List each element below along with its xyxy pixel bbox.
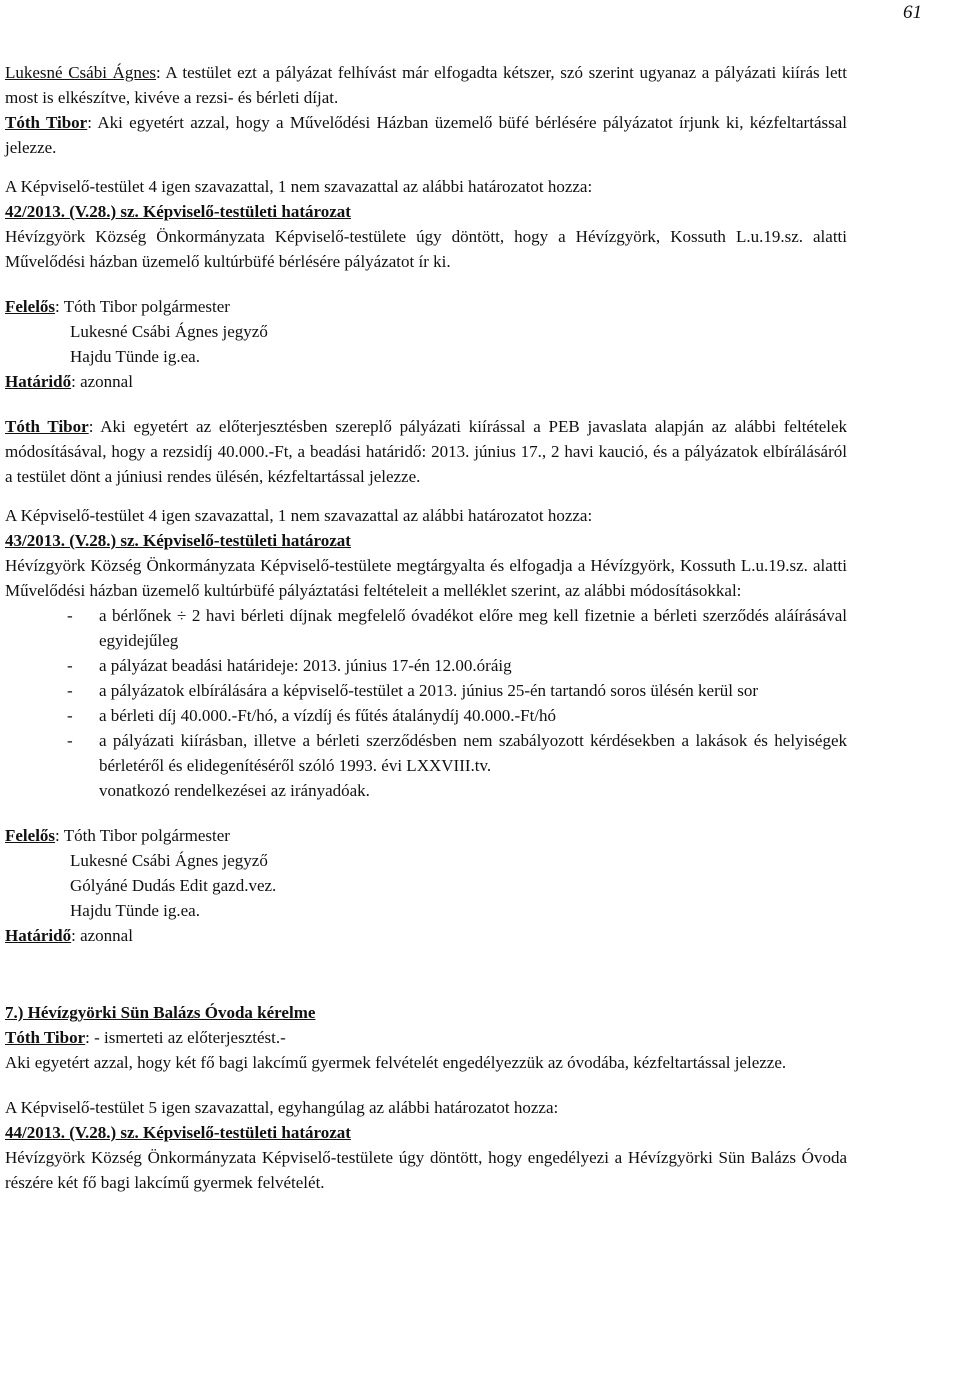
speaker-text: : - ismerteti az előterjesztést.- (85, 1028, 286, 1047)
speaker-text: : A testület ezt a pályázat felhívást már elfogadta kétszer, szó szerint ugyanaz a pályázati kiírás lett most is elkészítve, kivéve a rezsi- és bérleti díjat. (5, 63, 847, 107)
deadline-value: : azonnal (71, 926, 133, 945)
intro-paragraph-2 (5, 110, 847, 160)
resolution-43-title: 43/2013. (V.28.) sz. Képviselő-testületi határozat (5, 531, 351, 550)
speaker-name: Lukesné Csábi Ágnes (5, 63, 156, 82)
responsible-name: : Tóth Tibor polgármester (55, 297, 230, 316)
speaker-name: Tóth Tibor (5, 417, 89, 436)
vote-statement-2: A Képviselő-testület 4 igen szavazattal, 1 nem szavazattal az alábbi határozatot hozza: (5, 506, 593, 525)
vote-statement-1: A Képviselő-testület 4 igen szavazattal, 1 nem szavazattal az alábbi határozatot hozza: (5, 177, 593, 196)
resolution-42-text: Hévízgyörk Község Önkormányzata Képviselő-testülete úgy döntött, hogy a Hévízgyörk, Kossuth L.u.19.sz. alatti Művelődési házban üzemelő kultúrbüfé bérlésére pályázatot ír ki. (5, 227, 847, 271)
document-body (5, 60, 847, 1195)
responsible-label: Felelős (5, 826, 56, 845)
deadline-value: : azonnal (71, 372, 133, 391)
list-item: - a pályázat beadási határideje: 2013. június 17-én 12.00.óráig (5, 653, 847, 678)
resolution-44-title: 44/2013. (V.28.) sz. Képviselő-testületi határozat (5, 1123, 351, 1142)
responsible-label: Felelős (5, 297, 56, 316)
resolution-44-text: Hévízgyörk Község Önkormányzata Képviselő-testülete úgy döntött, hogy engedélyezi a Hévízgyörki Sün Balázs Óvoda részére két fő bagi lakcímű gyermek felvételét. (5, 1148, 847, 1192)
deadline-2 (5, 923, 847, 948)
deadline-label: Határidő (5, 372, 72, 391)
resolution-43-text: Hévízgyörk Község Önkormányzata Képviselő-testülete megtárgyalta és elfogadja a Hévízgyörk, Kossuth L.u.19.sz. alatti Művelődési házban üzemelő kultúrbüfé pályáztatási feltételeit a melléklet szerint, az alábbi módosításokkal: (5, 556, 847, 600)
page-number: 61 (903, 2, 922, 23)
responsible-name: Lukesné Csábi Ágnes jegyző (70, 322, 268, 341)
deadline-label: Határidő (5, 926, 72, 945)
list-item: - a pályázati kiírásban, illetve a bérleti szerződésben nem szabályozott kérdésekben a lakások és helyiségek bérletéről és elidegenítéséről szóló 1993. évi LXXVIII.tv. (5, 728, 847, 778)
section-7-speaker (5, 1025, 847, 1050)
responsible-name: Hajdu Tünde ig.ea. (70, 347, 200, 366)
responsible-block-1 (5, 294, 847, 319)
section-7-heading: 7.) Hévízgyörki Sün Balázs Óvoda kérelme (5, 1003, 316, 1022)
list-item: - a bérlőnek ÷ 2 havi bérleti díjnak megfelelő óvadékot előre meg kell fizetnie a bérleti szerződés aláírásával egyidejűleg (5, 603, 847, 653)
responsible-name: Lukesné Csábi Ágnes jegyző (70, 851, 268, 870)
section-7-text: Aki egyetért azzal, hogy két fő bagi lakcímű gyermek felvételét engedélyezzük az óvodába, kézfeltartással jelezze. (5, 1053, 787, 1072)
speaker-text: : Aki egyetért az előterjesztésben szereplő pályázati kiírással a PEB javaslata alapján az alábbi feltételek módosításával, hogy a rezsidíj 40.000.-Ft, a beadási határidő: 2013. június 17., 2 havi kaució, és a pályázatok elbírálásáról a testület dönt a júniusi rendes ülésén, kézfeltartással jelezze. (5, 417, 848, 486)
speaker-paragraph-2 (5, 414, 847, 489)
responsible-block-2 (5, 823, 847, 848)
responsible-name: Hajdu Tünde ig.ea. (70, 901, 200, 920)
speaker-name: Tóth Tibor (5, 113, 88, 132)
deadline-1 (5, 369, 847, 394)
list-item: - a bérleti díj 40.000.-Ft/hó, a vízdíj és fűtés átalánydíj 40.000.-Ft/hó (5, 703, 847, 728)
resolution-43-tail: vonatkozó rendelkezései az irányadóak. (99, 781, 370, 800)
list-item: - a pályázatok elbírálására a képviselő-testület a 2013. június 25-én tartandó soros ülésén kerül sor (5, 678, 847, 703)
vote-statement-3: A Képviselő-testület 5 igen szavazattal, egyhangúlag az alábbi határozatot hozza: (5, 1098, 559, 1117)
resolution-42-title: 42/2013. (V.28.) sz. Képviselő-testületi határozat (5, 202, 351, 221)
responsible-name: Gólyáné Dudás Edit gazd.vez. (70, 876, 277, 895)
resolution-43-conditions (5, 603, 847, 778)
intro-paragraph-1 (5, 60, 847, 110)
speaker-name: Tóth Tibor (5, 1028, 86, 1047)
responsible-name: : Tóth Tibor polgármester (55, 826, 230, 845)
speaker-text: : Aki egyetért azzal, hogy a Művelődési Házban üzemelő büfé bérlésére pályázatot írjunk ki, kézfeltartással jelezze. (5, 113, 847, 157)
